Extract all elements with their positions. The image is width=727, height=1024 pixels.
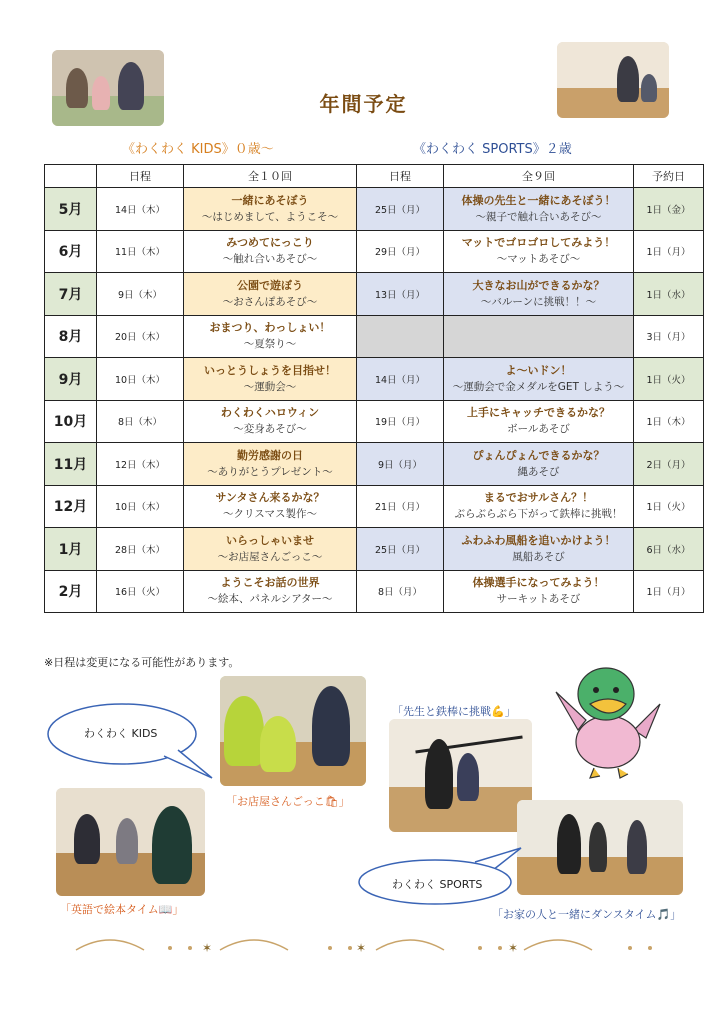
kids-activity-sub: ～はじめまして、ようこそ～ <box>201 210 339 223</box>
kids-activity-sub: ～クリスマス製作～ <box>222 508 318 521</box>
month-cell <box>45 273 97 316</box>
kids-date: 12日（木） <box>114 459 166 471</box>
sports-date: 8日（月） <box>377 587 423 599</box>
kids-activity-title: サンタさん来るかな？ <box>215 491 325 505</box>
sports-activity-cell <box>444 273 634 316</box>
kids-heading: 《わくわく KIDS》０歳～ <box>122 142 274 157</box>
table-row <box>45 528 704 571</box>
kids-activity-sub: ～夏祭り～ <box>243 338 297 351</box>
kids-date-cell <box>97 485 184 528</box>
kids-activity-title: 勤労感謝の日 <box>237 448 303 462</box>
table-row <box>45 485 704 528</box>
reserve-date: 1日（金） <box>646 204 691 216</box>
header-reserve-date: 予約日 <box>634 165 704 188</box>
sports-date-cell <box>357 188 444 231</box>
kids-activity-cell <box>184 315 357 358</box>
sports-date-cell <box>357 528 444 571</box>
header-kids-sessions: 全１０回 <box>184 165 357 188</box>
sports-date: 21日（月） <box>374 502 426 514</box>
reserve-date: 1日（月） <box>646 587 691 599</box>
kids-date-cell <box>97 400 184 443</box>
reserve-date-cell <box>634 570 704 613</box>
kids-activity-sub: ～触れ合いあそび～ <box>222 253 318 266</box>
month-cell <box>45 315 97 358</box>
sports-activity-title: ぴょんぴょんできるかな？ <box>472 448 605 462</box>
month-cell <box>45 528 97 571</box>
svg-text:✶: ✶ <box>202 941 213 955</box>
sports-activity-sub: ～親子で触れ合いあそび～ <box>475 210 602 223</box>
decorative-border <box>70 928 670 956</box>
month-label: 11月 <box>53 456 88 473</box>
table-row <box>45 315 704 358</box>
svg-text:✶: ✶ <box>508 941 519 955</box>
table-row <box>45 273 704 316</box>
page-title: 年間予定 <box>319 92 408 116</box>
kids-activity-cell <box>184 485 357 528</box>
sports-date-cell <box>357 443 444 486</box>
table-row <box>45 570 704 613</box>
month-label: 5月 <box>58 201 83 218</box>
sports-activity-title: 上手にキャッチできるかな？ <box>467 406 610 420</box>
sports-activity-sub: ～運動会で金メダルをGET しよう～ <box>452 380 625 393</box>
kids-date: 10日（木） <box>114 502 166 514</box>
kids-date: 14日（木） <box>114 204 166 216</box>
sports-activity-title: マットでゴロゴロしてみよう！ <box>461 236 616 250</box>
schedule-note: ※日程は変更になる可能性があります。 <box>44 656 240 669</box>
header-sports-date: 日程 <box>357 165 444 188</box>
header-sports-sessions: 全９回 <box>444 165 634 188</box>
sports-activity-sub: ぶらぶらぶら下がって鉄棒に挑戦！ <box>454 508 623 521</box>
sports-date: 29日（月） <box>374 247 426 259</box>
sports-activity-cell <box>444 570 634 613</box>
sports-date-cell <box>357 230 444 273</box>
bar-photo <box>389 719 532 832</box>
sports-activity-cell-empty <box>444 315 634 358</box>
reserve-date-cell <box>634 273 704 316</box>
sports-date: 14日（月） <box>374 374 426 386</box>
kids-activity-sub: ～絵本、パネルシアター～ <box>207 593 333 606</box>
kids-activity-sub: ～ありがとうプレゼント～ <box>207 465 333 478</box>
kids-activity-cell <box>184 230 357 273</box>
month-label: 2月 <box>58 584 83 601</box>
kids-date-cell <box>97 570 184 613</box>
kids-activity-cell <box>184 273 357 316</box>
kids-date: 28日（木） <box>114 544 166 556</box>
table-header-row <box>45 165 704 188</box>
table-row <box>45 400 704 443</box>
kids-activity-title: わくわくハロウィン <box>220 406 320 420</box>
reserve-date: 2日（月） <box>646 459 691 471</box>
kids-activity-title: ようこそお話の世界 <box>220 576 320 590</box>
kids-speech-bubble <box>44 700 214 790</box>
reserve-date-cell <box>634 188 704 231</box>
sports-activity-cell <box>444 188 634 231</box>
sports-activity-cell <box>444 485 634 528</box>
kids-activity-title: いっとうしょうを目指せ！ <box>204 363 336 377</box>
month-cell <box>45 400 97 443</box>
month-label: 6月 <box>58 244 83 261</box>
table-row <box>45 358 704 401</box>
month-cell <box>45 443 97 486</box>
kids-date-cell <box>97 315 184 358</box>
duck-illustration <box>550 664 670 782</box>
sports-date-cell <box>357 570 444 613</box>
sports-date: 25日（月） <box>374 544 426 556</box>
kids-activity-cell <box>184 188 357 231</box>
sports-date-cell <box>357 273 444 316</box>
sports-activity-sub: ボールあそび <box>507 423 570 436</box>
header-month <box>45 165 97 188</box>
kids-bubble-label: わくわく KIDS <box>84 727 158 740</box>
kids-activity-cell <box>184 570 357 613</box>
header-kids-date: 日程 <box>97 165 184 188</box>
book-time-photo <box>56 788 205 896</box>
sports-date-cell <box>357 358 444 401</box>
kids-activity-sub: ～運動会～ <box>243 380 297 393</box>
kids-date: 20日（木） <box>114 332 166 344</box>
month-label: 10月 <box>53 414 88 431</box>
reserve-date-cell <box>634 528 704 571</box>
shop-caption: 「お店屋さんごっこ🛍」 <box>226 795 350 808</box>
kids-activity-title: 公園で遊ぼう <box>237 278 303 292</box>
sports-activity-cell <box>444 400 634 443</box>
kids-activity-title: おまつり、わっしょい！ <box>209 321 331 335</box>
sports-activity-cell <box>444 230 634 273</box>
reserve-date-cell <box>634 358 704 401</box>
sports-activity-sub: 縄あそび <box>517 465 560 478</box>
reserve-date-cell <box>634 400 704 443</box>
reserve-date-cell <box>634 443 704 486</box>
reserve-date-cell <box>634 485 704 528</box>
sports-activity-title: まるでおサルさん？！ <box>483 491 594 505</box>
reserve-date-cell <box>634 230 704 273</box>
month-label: 9月 <box>58 371 83 388</box>
month-cell <box>45 230 97 273</box>
schedule-table <box>44 164 704 613</box>
sports-date: 19日（月） <box>374 417 426 429</box>
reserve-date: 1日（月） <box>646 247 691 259</box>
kids-activity-sub: ～お店屋さんごっこ～ <box>217 550 323 563</box>
month-cell <box>45 188 97 231</box>
svg-text:✶: ✶ <box>356 941 367 955</box>
sports-activity-cell <box>444 528 634 571</box>
kids-date: 11日（木） <box>114 247 166 259</box>
reserve-date: 3日（月） <box>646 332 691 344</box>
sports-activity-title: 体操の先生と一緒にあそぼう！ <box>461 193 616 207</box>
sports-activity-cell <box>444 358 634 401</box>
reserve-date: 1日（木） <box>646 417 691 429</box>
month-label: 8月 <box>58 329 83 346</box>
sports-activity-sub: ～マットあそび～ <box>496 253 581 266</box>
sports-heading: 《わくわく SPORTS》２歳 <box>413 142 572 157</box>
sports-date-cell <box>357 400 444 443</box>
reserve-date: 1日（火） <box>646 502 691 514</box>
sports-date: 13日（月） <box>374 289 426 301</box>
kids-date-cell <box>97 273 184 316</box>
table-row <box>45 443 704 486</box>
sports-date: 25日（月） <box>374 204 426 216</box>
sports-activity-title: よ～いドン！ <box>505 363 572 377</box>
shop-play-photo <box>220 676 366 786</box>
bar-caption: 「先生と鉄棒に挑戦💪」 <box>392 705 516 718</box>
month-label: 7月 <box>58 286 83 303</box>
kids-date: 10日（木） <box>114 374 166 386</box>
kids-activity-title: 一緒にあそぼう <box>231 193 309 207</box>
dance-caption: 「お家の人と一緒にダンスタイム🎵」 <box>492 908 682 921</box>
sports-activity-sub: 風船あそび <box>512 550 565 563</box>
month-cell <box>45 485 97 528</box>
kids-activity-sub: ～おさんぽあそび～ <box>222 295 318 308</box>
kids-activity-cell <box>184 400 357 443</box>
kids-date-cell <box>97 443 184 486</box>
reserve-date: 6日（水） <box>646 544 691 556</box>
kids-activity-title: いらっしゃいませ <box>226 533 314 547</box>
reserve-date: 1日（水） <box>646 289 691 301</box>
sports-bubble-label: わくわく SPORTS <box>392 878 483 891</box>
kids-activity-title: みつめてにっこり <box>226 236 314 250</box>
table-row <box>45 230 704 273</box>
reserve-date-cell <box>634 315 704 358</box>
book-caption: 「英語で絵本タイム📖」 <box>60 903 184 916</box>
kids-date-cell <box>97 528 184 571</box>
month-cell <box>45 358 97 401</box>
kids-date-cell <box>97 230 184 273</box>
table-row <box>45 188 704 231</box>
month-cell <box>45 570 97 613</box>
sports-date: 9日（月） <box>377 459 423 471</box>
kids-activity-cell <box>184 443 357 486</box>
kids-activity-cell <box>184 358 357 401</box>
sports-date-cell-empty <box>357 315 444 358</box>
sports-activity-sub: サーキットあそび <box>496 593 581 606</box>
month-label: 12月 <box>53 499 88 516</box>
dance-photo <box>517 800 683 895</box>
sports-activity-cell <box>444 443 634 486</box>
sports-activity-title: 体操選手になってみよう！ <box>472 576 605 590</box>
kids-activity-sub: ～変身あそび～ <box>233 423 307 436</box>
kids-date: 16日（火） <box>114 587 166 599</box>
kids-date-cell <box>97 358 184 401</box>
kids-activity-cell <box>184 528 357 571</box>
sports-date-cell <box>357 485 444 528</box>
month-label: 1月 <box>58 541 83 558</box>
kids-date-cell <box>97 188 184 231</box>
sports-activity-title: ふわふわ風船を追いかけよう！ <box>461 533 616 547</box>
sports-activity-title: 大きなお山ができるかな？ <box>472 278 605 292</box>
kids-date: 8日（木） <box>117 417 163 429</box>
sports-activity-sub: ～バルーンに挑戦！！～ <box>480 295 597 308</box>
kids-date: 9日（木） <box>117 289 163 301</box>
reserve-date: 1日（火） <box>646 374 691 386</box>
